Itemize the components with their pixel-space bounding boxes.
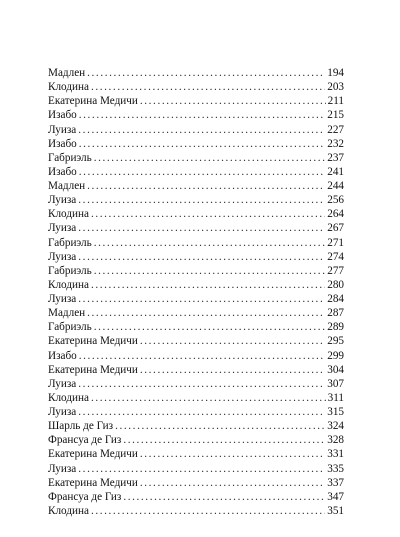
toc-entry (48, 363, 344, 377)
toc-dot-leader (78, 405, 325, 419)
toc-entry-page-number: 337 (327, 476, 344, 489)
toc-entry-page-number: 264 (327, 208, 344, 221)
toc-dot-leader (140, 363, 325, 377)
toc-entry-title: Екатерина Медичи (48, 95, 138, 108)
toc-dot-leader (94, 236, 326, 250)
toc-entry-title: Мадлен (48, 180, 86, 192)
toc-entry-title: Франсуа де Гиз (48, 434, 122, 447)
toc-dot-leader (91, 391, 326, 405)
toc-entry-page-number: 241 (327, 165, 344, 178)
toc-entry-title: Габриэль (48, 321, 92, 334)
toc-entry-title: Шарль де Гиз (48, 420, 114, 433)
toc-entry-title: Екатерина Медичи (48, 476, 138, 489)
toc-entry-title: Мадлен (48, 67, 86, 79)
toc-entry-page-number: 274 (327, 250, 344, 263)
toc-entry-page-number: 237 (327, 151, 344, 164)
toc-dot-leader (94, 151, 326, 165)
toc-entry-page-number: 335 (327, 462, 344, 475)
toc-entry-page-number: 267 (327, 222, 344, 235)
toc-dot-leader (94, 320, 326, 334)
toc-entry (48, 490, 344, 504)
toc-entry-title: Габриэль (48, 151, 92, 164)
toc-entry-title: Изабо (48, 109, 77, 122)
toc-entry (48, 80, 344, 94)
toc-entry-page-number: 284 (327, 293, 344, 305)
toc-entry-title: Изабо (48, 137, 77, 150)
toc-entry-page-number: 299 (327, 349, 344, 362)
toc-entry-page-number: 331 (327, 448, 344, 461)
toc-dot-leader (78, 250, 325, 264)
toc-dot-leader (115, 419, 325, 433)
toc-entry-title: Екатерина Медичи (48, 335, 138, 348)
toc-dot-leader (78, 221, 325, 235)
toc-entry (48, 419, 344, 433)
toc-entry-page-number: 295 (327, 335, 344, 348)
toc-dot-leader (140, 334, 325, 348)
toc-dot-leader (91, 80, 325, 94)
toc-entry-title: Луиза (48, 293, 77, 305)
toc-entry-title: Франсуа де Гиз (48, 490, 122, 503)
toc-entry-page-number: 304 (327, 363, 344, 376)
toc-entry-title: Изабо (48, 165, 77, 178)
toc-entry-title: Луиза (48, 377, 77, 390)
toc-entry-page-number: 351 (327, 504, 344, 517)
toc-entry (48, 292, 344, 306)
toc-entry-title: Клодина (48, 81, 89, 94)
toc-entry-title: Габриэль (48, 264, 92, 277)
toc-entry (48, 377, 344, 391)
toc-entry-page-number: 271 (327, 236, 344, 249)
toc-entry-title: Екатерина Медичи (48, 448, 138, 461)
toc-entry-page-number: 215 (327, 109, 344, 122)
toc-entry-title: Екатерина Медичи (48, 363, 138, 376)
toc-entry (48, 179, 344, 193)
toc-entry (48, 433, 344, 447)
toc-entry (48, 151, 344, 165)
toc-dot-leader (78, 377, 325, 391)
toc-dot-leader (140, 447, 325, 461)
toc-entry (48, 250, 344, 264)
toc-entry-title: Луиза (48, 123, 77, 136)
toc-entry (48, 320, 344, 334)
toc-dot-leader (91, 504, 325, 518)
toc-entry-page-number: 244 (327, 180, 344, 192)
toc-dot-leader (79, 137, 325, 151)
toc-entry (48, 306, 344, 320)
toc-entry (48, 334, 344, 348)
toc-entry-page-number: 211 (327, 95, 344, 108)
toc-entry (48, 278, 344, 292)
toc-entry (48, 165, 344, 179)
toc-entry-title: Луиза (48, 194, 77, 207)
toc-entry-title: Мадлен (48, 307, 86, 320)
toc-entry (48, 391, 344, 405)
toc-entry (48, 221, 344, 235)
toc-dot-leader (140, 94, 326, 108)
toc-entry (48, 66, 344, 80)
toc-dot-leader (78, 123, 325, 137)
toc-entry (48, 349, 344, 363)
toc-entry-page-number: 289 (327, 321, 344, 334)
toc-entry (48, 405, 344, 419)
toc-entry (48, 108, 344, 122)
toc-entry-page-number: 315 (327, 406, 344, 418)
toc-entry-title: Луиза (48, 462, 77, 475)
table-of-contents (48, 66, 344, 518)
toc-entry-page-number: 277 (327, 264, 344, 277)
toc-dot-leader (87, 66, 325, 80)
toc-entry (48, 123, 344, 137)
toc-dot-leader (78, 462, 325, 476)
toc-entry-page-number: 232 (327, 137, 344, 150)
toc-entry-page-number: 256 (327, 194, 344, 207)
toc-dot-leader (91, 278, 325, 292)
toc-entry-title: Луиза (48, 222, 77, 235)
toc-entry (48, 207, 344, 221)
toc-entry-page-number: 311 (327, 391, 344, 404)
toc-entry-page-number: 347 (327, 490, 344, 503)
toc-entry-page-number: 328 (327, 434, 344, 447)
toc-dot-leader (78, 193, 325, 207)
toc-entry (48, 193, 344, 207)
toc-entry-title: Клодина (48, 208, 89, 221)
toc-entry-page-number: 203 (327, 81, 344, 94)
toc-dot-leader (123, 490, 325, 504)
toc-entry-page-number: 194 (327, 67, 344, 79)
toc-entry-page-number: 287 (327, 307, 344, 320)
toc-entry-title: Изабо (48, 349, 77, 362)
toc-entry-title: Клодина (48, 391, 89, 404)
toc-dot-leader (140, 476, 325, 490)
toc-entry-title: Луиза (48, 406, 77, 418)
toc-entry-title: Луиза (48, 250, 77, 263)
toc-dot-leader (79, 349, 325, 363)
toc-entry (48, 264, 344, 278)
toc-entry (48, 236, 344, 250)
toc-entry-title: Клодина (48, 278, 89, 291)
toc-entry (48, 137, 344, 151)
toc-dot-leader (78, 292, 325, 306)
toc-entry (48, 94, 344, 108)
toc-entry-page-number: 227 (327, 123, 344, 136)
toc-dot-leader (123, 433, 325, 447)
toc-entry (48, 476, 344, 490)
toc-dot-leader (87, 306, 325, 320)
toc-dot-leader (91, 207, 325, 221)
toc-entry (48, 447, 344, 461)
toc-entry (48, 504, 344, 518)
toc-dot-leader (79, 108, 325, 122)
toc-dot-leader (87, 179, 325, 193)
toc-entry (48, 462, 344, 476)
toc-entry-page-number: 307 (327, 377, 344, 390)
toc-entry-title: Габриэль (48, 236, 92, 249)
toc-dot-leader (94, 264, 326, 278)
toc-entry-title: Клодина (48, 504, 89, 517)
toc-entry-page-number: 280 (327, 278, 344, 291)
toc-dot-leader (79, 165, 325, 179)
toc-entry-page-number: 324 (327, 420, 344, 433)
